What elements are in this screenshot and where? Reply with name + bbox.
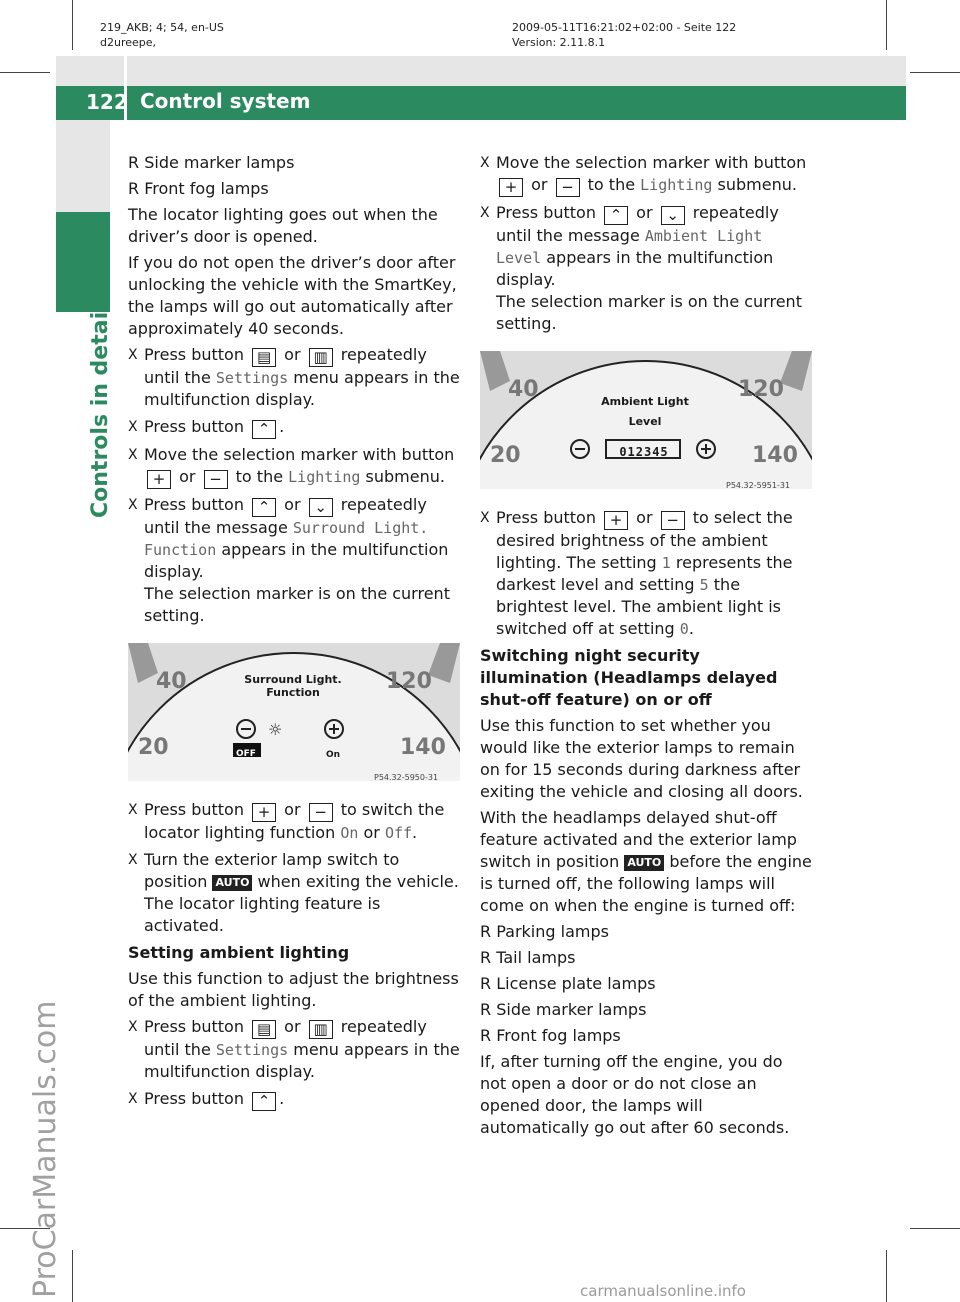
step-text: .: [279, 1089, 285, 1108]
menu-right-button-icon: ▥: [309, 348, 333, 367]
gauge-label: 40: [508, 377, 539, 402]
step-text: or: [531, 175, 548, 194]
side-tab: [56, 212, 110, 312]
footer-watermark: carmanualsonline.info: [580, 1282, 746, 1300]
list-item: [480, 999, 812, 1021]
down-button-icon: ⌄: [661, 206, 685, 225]
display-line: Function: [266, 686, 320, 699]
step: [480, 152, 812, 197]
step-text: when exiting the vehicle.: [257, 872, 459, 891]
display-text: Ambient Light Level: [496, 227, 763, 267]
crop-mark: [886, 0, 887, 50]
paragraph-text: With the headlamps delayed shut-off feature activated and the exterior lamp switch in position: [480, 808, 797, 871]
list-item-text: Front fog lamps: [144, 179, 269, 198]
step-marker-icon: X: [128, 1019, 138, 1035]
side-watermark: ProCarManuals.com: [28, 1000, 63, 1298]
step-text: The locator lighting feature is activated.: [144, 894, 381, 935]
menu-right-button-icon: ▥: [309, 1020, 333, 1039]
gauge-label: 40: [156, 669, 187, 694]
plus-button-icon: +: [252, 803, 276, 822]
crop-mark: [910, 1228, 960, 1229]
step-text: to switch the locator lighting function: [144, 800, 445, 842]
figure-code: P54.32-5951-31: [726, 481, 791, 489]
auto-switch-icon: AUTO: [212, 875, 252, 891]
step-text: appears in the multifunction display.: [496, 248, 774, 289]
display-text: Function: [144, 541, 217, 559]
step-text: Press button: [144, 417, 244, 436]
bullet-icon: R: [480, 948, 492, 967]
step-text: to select the desired brightness of the ambient lighting. The setting: [496, 508, 793, 572]
step-text: submenu.: [365, 467, 445, 486]
bullet-icon: R: [480, 1000, 492, 1019]
menu-left-button-icon: ▤: [252, 348, 276, 367]
plus-button-icon: +: [499, 178, 523, 197]
gauge-label: 120: [386, 669, 432, 694]
meta-line: Version: 2.11.8.1: [512, 36, 606, 49]
crop-mark: [72, 0, 73, 50]
step: [128, 1088, 460, 1111]
step: [128, 799, 460, 844]
list-item: [128, 152, 460, 174]
up-button-icon: ⌃: [252, 1092, 276, 1111]
step-text: Press button: [144, 1017, 244, 1036]
crop-mark: [0, 72, 50, 73]
step-text: menu appears in the multifunction display.: [144, 368, 460, 409]
step-text: repeatedly until the message: [144, 495, 427, 537]
step-marker-icon: X: [480, 155, 490, 171]
side-tab-light: [56, 120, 110, 212]
step-text: Press button: [144, 345, 244, 364]
paragraph: If you do not open the driver’s door after unlocking the vehicle with the SmartKey, the lamps will go out automatically after approximately 40 seconds.: [128, 253, 457, 338]
bullet-icon: R: [480, 974, 492, 993]
lamp-icon: ☼: [268, 720, 283, 739]
display-text: Off: [384, 824, 413, 842]
paragraph: If, after turning off the engine, you do not open a door or do not close an opened door, the lamps will automatically go out after 60 seconds.: [480, 1052, 790, 1137]
step-text: Press button: [144, 1089, 244, 1108]
list-item-text: Front fog lamps: [496, 1026, 621, 1045]
step-text: Move the selection marker with button: [496, 153, 807, 172]
crop-mark: [886, 1250, 887, 1302]
list-item-text: Parking lamps: [496, 922, 609, 941]
minus-button-icon: −: [309, 803, 333, 822]
step-text: .: [412, 823, 418, 842]
step: [128, 494, 460, 627]
step-text: repeatedly until the: [144, 1017, 427, 1059]
step-text: The selection marker is on the current setting.: [496, 292, 802, 333]
display-text: Lighting: [640, 176, 713, 194]
display-text: 0: [679, 620, 689, 638]
meta-line: 2009-05-11T16:21:02+02:00 - Seite 122: [512, 21, 737, 34]
display-text: Lighting: [288, 468, 361, 486]
paragraph-text: before the engine is turned off, the following lamps will come on when the engine is turned off:: [480, 852, 812, 915]
step-text: .: [279, 417, 285, 436]
step: [128, 416, 460, 439]
display-message: [238, 673, 348, 699]
display-illustration: [480, 351, 812, 489]
plus-button-icon: +: [147, 470, 171, 489]
print-meta-right: [512, 20, 736, 50]
step-text: the brightest level. The ambient light is switched off at setting: [496, 575, 782, 638]
right-column: [480, 152, 812, 1143]
step-text: menu appears in the multifunction display.: [144, 1040, 460, 1081]
minus-button-icon: −: [204, 470, 228, 489]
left-column: [128, 152, 460, 1116]
step-text: or: [284, 1017, 301, 1036]
step-marker-icon: X: [128, 1091, 138, 1107]
section-title: Control system: [140, 89, 311, 113]
step-marker-icon: X: [128, 447, 138, 463]
list-item-text: Side marker lamps: [144, 153, 295, 172]
print-meta-left: [100, 20, 224, 50]
step-text: to the: [235, 467, 284, 486]
up-button-icon: ⌃: [604, 206, 628, 225]
step-marker-icon: X: [128, 419, 138, 435]
display-text: Settings: [215, 1041, 289, 1059]
minus-button-icon: −: [556, 178, 580, 197]
gauge-label: 140: [400, 735, 446, 760]
display-illustration: [128, 643, 460, 781]
level-scale: 012345: [619, 445, 669, 459]
option-on: On: [326, 750, 341, 760]
step-marker-icon: X: [480, 510, 490, 526]
step-text: represents the darkest level and setting: [496, 553, 793, 594]
step-text: The selection marker is on the current setting.: [144, 584, 450, 625]
header-band-light: [56, 56, 906, 86]
display-text: Surround Light.: [292, 519, 429, 537]
step-marker-icon: X: [128, 802, 138, 818]
auto-switch-icon: AUTO: [624, 855, 664, 871]
step: [480, 202, 812, 335]
step-text: or: [363, 823, 380, 842]
step: [128, 344, 460, 411]
paragraph: [480, 807, 812, 917]
crop-mark: [910, 72, 960, 73]
section-heading: Setting ambient lighting: [128, 943, 350, 962]
step: [128, 1016, 460, 1083]
list-item: [480, 921, 812, 943]
chapter-label: Controls in detail: [88, 304, 113, 518]
step-marker-icon: X: [480, 205, 490, 221]
step-text: Press button: [144, 495, 244, 514]
up-button-icon: ⌃: [252, 420, 276, 439]
step-text: or: [284, 345, 301, 364]
step: [128, 444, 460, 489]
display-line: Level: [628, 415, 662, 428]
bullet-icon: R: [480, 1026, 492, 1045]
paragraph: The locator lighting goes out when the driver’s door is opened.: [128, 205, 438, 246]
list-item: [480, 947, 812, 969]
section-heading: Switching night security illumination (Headlamps delayed shut-off feature) on or off: [480, 646, 778, 709]
bullet-icon: R: [128, 179, 140, 198]
minus-button-icon: −: [661, 511, 685, 530]
display-line: Surround Light.: [244, 673, 342, 686]
meta-line: d2ureepe,: [100, 36, 157, 49]
step-text: .: [688, 619, 694, 638]
list-item: [128, 178, 460, 200]
step-text: repeatedly until the: [144, 345, 427, 387]
list-item: [480, 973, 812, 995]
plus-button-icon: +: [604, 511, 628, 530]
down-button-icon: ⌄: [309, 498, 333, 517]
meta-line: 219_AKB; 4; 54, en-US: [100, 21, 224, 34]
gauge-label: 20: [490, 443, 521, 468]
option-off: OFF: [236, 749, 256, 759]
step-text: submenu.: [717, 175, 797, 194]
display-text: 5: [699, 576, 709, 594]
display-text: On: [340, 824, 359, 842]
step-text: appears in the multifunction display.: [144, 540, 449, 581]
step-text: repeatedly until the message: [496, 203, 779, 245]
step-text: Move the selection marker with button: [144, 445, 455, 464]
gauge-svg: [128, 643, 460, 781]
list-item: [480, 1025, 812, 1047]
step-text: Press button: [496, 203, 596, 222]
step-text: or: [284, 800, 301, 819]
bullet-icon: R: [480, 922, 492, 941]
step-text: or: [636, 508, 653, 527]
list-item-text: Tail lamps: [496, 948, 576, 967]
step-text: Press button: [496, 508, 596, 527]
gauge-label: 20: [138, 735, 169, 760]
page-number: 122: [86, 90, 128, 114]
paragraph: Use this function to adjust the brightness of the ambient lighting.: [128, 969, 459, 1010]
step-text: or: [284, 495, 301, 514]
crop-mark: [72, 1250, 73, 1302]
display-text: 1: [661, 554, 671, 572]
step-marker-icon: X: [128, 347, 138, 363]
list-item-text: Side marker lamps: [496, 1000, 647, 1019]
gauge-label: 140: [752, 443, 798, 468]
step-text: Turn the exterior lamp switch to position: [144, 850, 400, 891]
gauge-label: 120: [738, 377, 784, 402]
step-marker-icon: X: [128, 497, 138, 513]
bullet-icon: R: [128, 153, 140, 172]
step-text: or: [179, 467, 196, 486]
step: [480, 507, 812, 640]
figure-code: P54.32-5950-31: [374, 773, 439, 781]
step-marker-icon: X: [128, 852, 138, 868]
step-text: Press button: [144, 800, 244, 819]
paragraph: Use this function to set whether you would like the exterior lamps to remain on for 15 seconds during darkness after exiting the vehicle and closing all doors.: [480, 716, 803, 801]
step-text: or: [636, 203, 653, 222]
display-line: Ambient Light: [601, 395, 689, 408]
step: [128, 849, 460, 937]
display-message: [590, 395, 700, 429]
list-item-text: License plate lamps: [496, 974, 656, 993]
display-text: Settings: [215, 369, 289, 387]
menu-left-button-icon: ▤: [252, 1020, 276, 1039]
step-text: to the: [587, 175, 636, 194]
up-button-icon: ⌃: [252, 498, 276, 517]
